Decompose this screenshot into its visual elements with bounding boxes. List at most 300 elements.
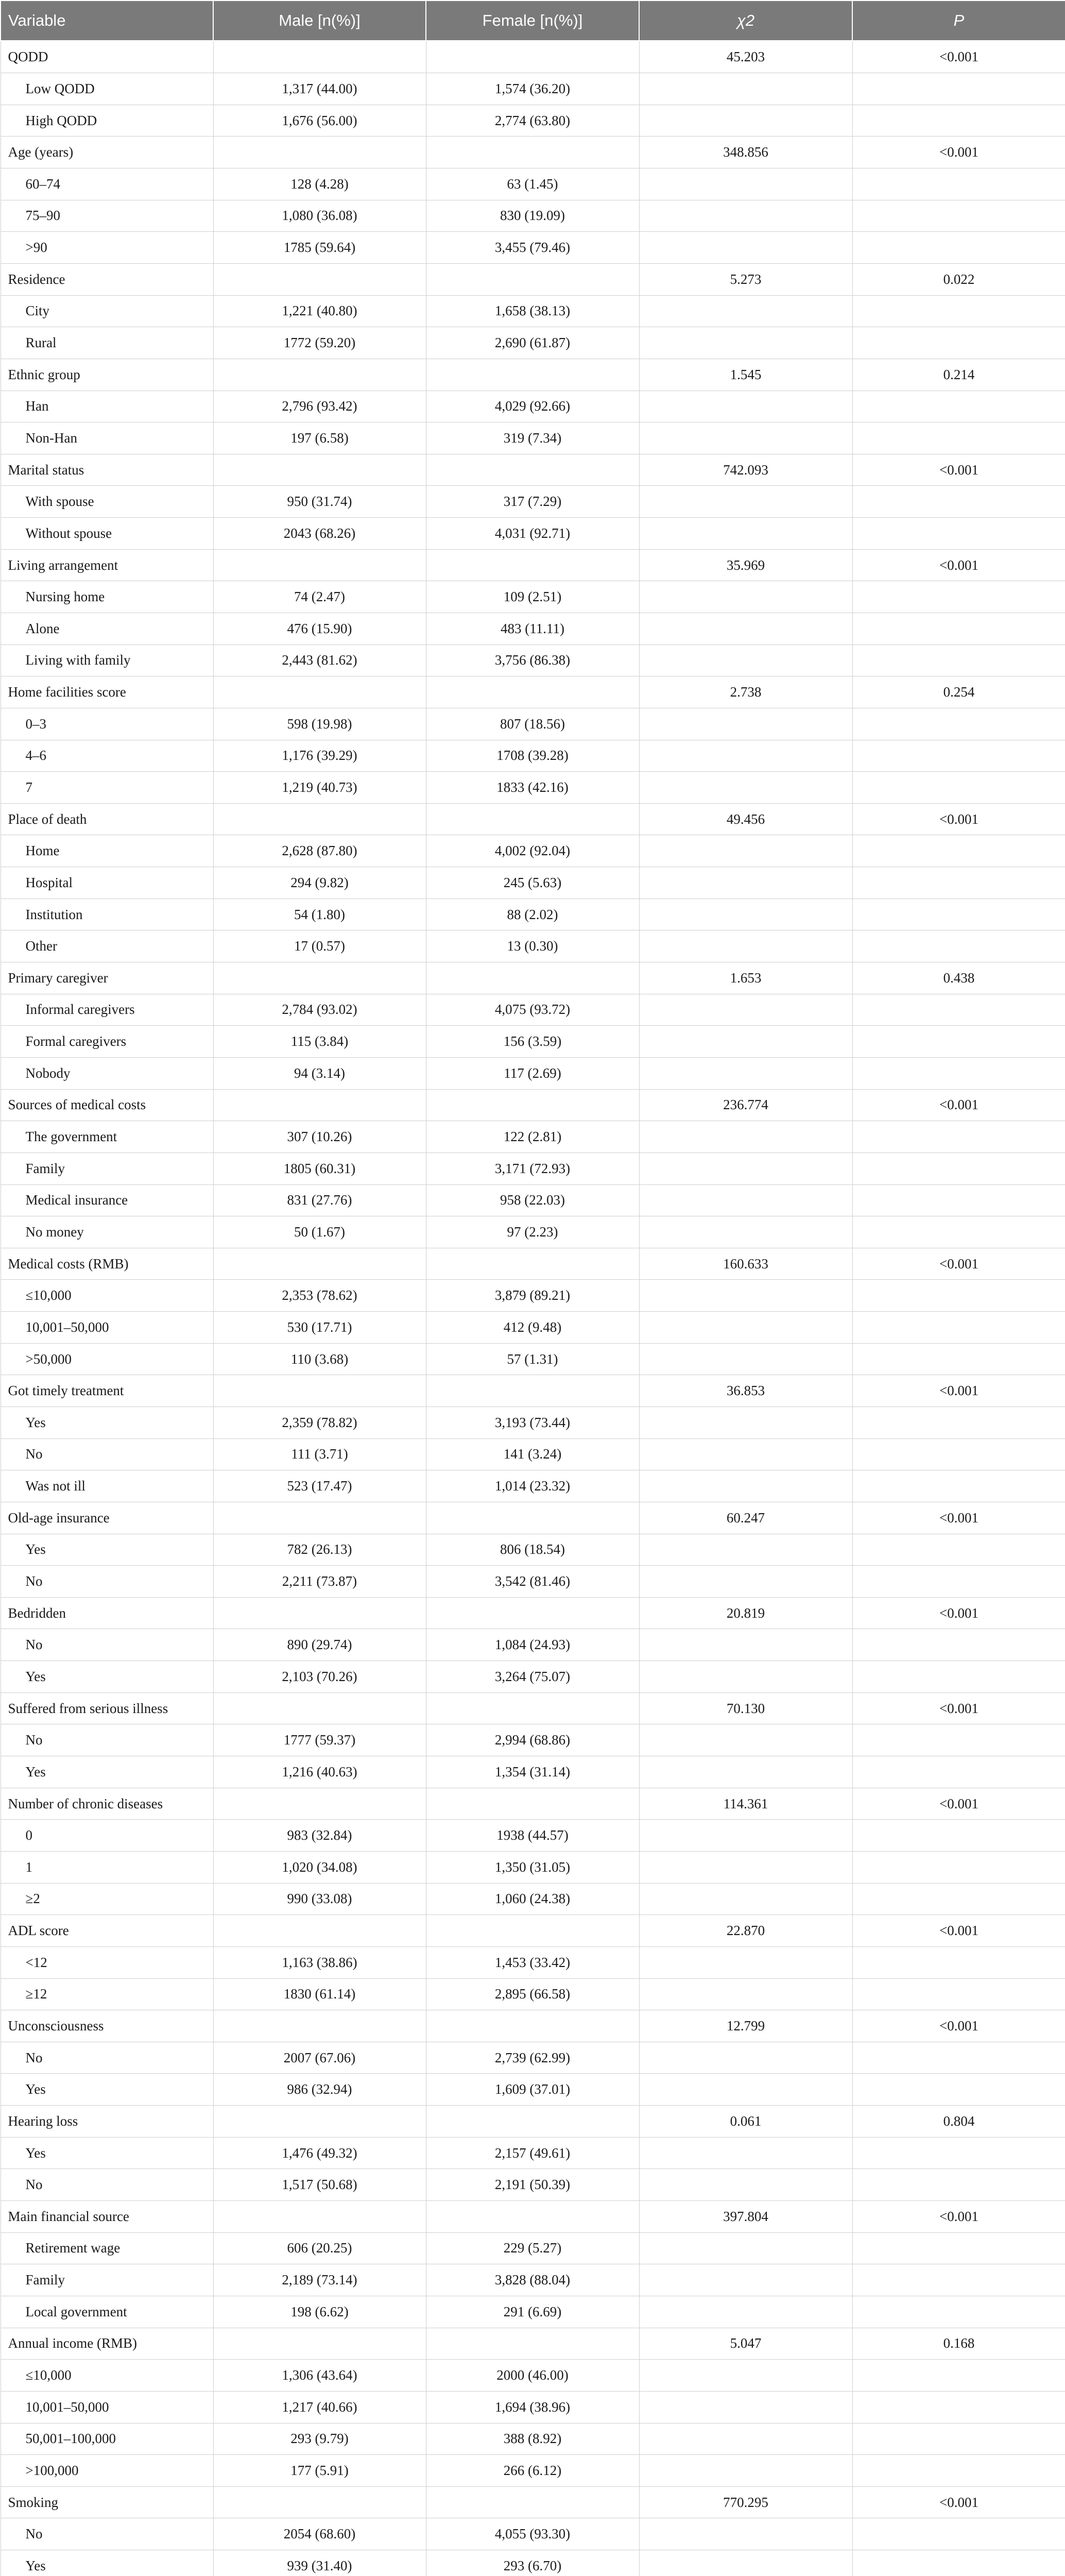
cell-chi-square: [639, 1343, 852, 1375]
cell-female: 122 (2.81): [426, 1121, 639, 1153]
cell-male: 1,306 (43.64): [213, 2360, 426, 2392]
cell-p-value: [852, 2296, 1065, 2328]
table-row-category: [1, 1756, 1065, 1788]
cell-female: 2,191 (50.39): [426, 2169, 639, 2201]
cell-female: 4,031 (92.71): [426, 518, 639, 550]
cell-female: 1,060 (24.38): [426, 1883, 639, 1915]
cell-p-value: <0.001: [852, 1502, 1065, 1534]
cell-chi-square: [639, 930, 852, 962]
cell-female: 2,994 (68.86): [426, 1724, 639, 1756]
cell-variable: ≤10,000: [1, 1280, 213, 1312]
cell-chi-square: 742.093: [639, 454, 852, 486]
cell-variable: Yes: [1, 1756, 213, 1788]
table-row-variable: [1, 41, 1065, 73]
table-row-variable: [1, 2328, 1065, 2360]
cell-male: 177 (5.91): [213, 2455, 426, 2487]
cell-variable: Main financial source: [1, 2201, 213, 2233]
cell-female: [426, 137, 639, 168]
cell-male: 1,080 (36.08): [213, 200, 426, 232]
table-row-variable: [1, 1597, 1065, 1629]
table-row-variable: [1, 2201, 1065, 2233]
table-row-category: [1, 930, 1065, 962]
cell-male: 111 (3.71): [213, 1438, 426, 1470]
cell-chi-square: [639, 73, 852, 105]
cell-female: 388 (8.92): [426, 2423, 639, 2455]
table-row-category: [1, 2042, 1065, 2074]
cell-variable: 10,001–50,000: [1, 2391, 213, 2423]
cell-male: [213, 2010, 426, 2042]
cell-chi-square: [639, 486, 852, 518]
cell-male: [213, 962, 426, 994]
cell-female: 4,002 (92.04): [426, 835, 639, 867]
table-row-category: [1, 2137, 1065, 2169]
cell-male: 2043 (68.26): [213, 518, 426, 550]
cell-variable: Hearing loss: [1, 2106, 213, 2138]
cell-male: [213, 803, 426, 835]
cell-chi-square: [639, 518, 852, 550]
table-row-category: [1, 2391, 1065, 2423]
cell-p-value: [852, 2360, 1065, 2392]
table-row-category: [1, 2264, 1065, 2296]
table-row-category: [1, 1534, 1065, 1566]
cell-female: 483 (11.11): [426, 613, 639, 645]
cell-p-value: [852, 1470, 1065, 1502]
cell-variable: City: [1, 295, 213, 327]
cell-p-value: [852, 2137, 1065, 2169]
cell-variable: Family: [1, 2264, 213, 2296]
table-row-category: [1, 1661, 1065, 1693]
cell-p-value: <0.001: [852, 2201, 1065, 2233]
cell-male: 606 (20.25): [213, 2232, 426, 2264]
cell-chi-square: [639, 2455, 852, 2487]
cell-male: [213, 2328, 426, 2360]
cell-p-value: [852, 105, 1065, 137]
cell-p-value: <0.001: [852, 1692, 1065, 1724]
cell-variable: 60–74: [1, 168, 213, 200]
cell-chi-square: 5.047: [639, 2328, 852, 2360]
cell-variable: Low QODD: [1, 73, 213, 105]
cell-chi-square: [639, 1184, 852, 1216]
cell-male: [213, 2106, 426, 2138]
cell-p-value: [852, 1566, 1065, 1598]
cell-male: 110 (3.68): [213, 1343, 426, 1375]
cell-chi-square: [639, 1946, 852, 1978]
cell-female: 1,453 (33.42): [426, 1946, 639, 1978]
table-row-variable: [1, 1248, 1065, 1280]
cell-female: 117 (2.69): [426, 1057, 639, 1089]
cell-variable: 7: [1, 772, 213, 804]
cell-p-value: [852, 645, 1065, 676]
cell-female: 2000 (46.00): [426, 2360, 639, 2392]
cell-male: 2,628 (87.80): [213, 835, 426, 867]
cell-female: 3,264 (75.07): [426, 1661, 639, 1693]
cell-variable: Rural: [1, 327, 213, 359]
cell-female: 2,690 (61.87): [426, 327, 639, 359]
cell-variable: Living arrangement: [1, 549, 213, 581]
cell-p-value: <0.001: [852, 2486, 1065, 2518]
cell-chi-square: 1.545: [639, 359, 852, 391]
cell-variable: Yes: [1, 1407, 213, 1439]
cell-chi-square: [639, 105, 852, 137]
cell-female: 13 (0.30): [426, 930, 639, 962]
cell-female: 63 (1.45): [426, 168, 639, 200]
table-row-category: [1, 1184, 1065, 1216]
cell-p-value: [852, 2169, 1065, 2201]
cell-variable: No: [1, 2042, 213, 2074]
cell-variable: Without spouse: [1, 518, 213, 550]
cell-variable: >100,000: [1, 2455, 213, 2487]
cell-male: 1,217 (40.66): [213, 2391, 426, 2423]
table-row-category: [1, 1153, 1065, 1184]
table-row-category: [1, 295, 1065, 327]
cell-male: 54 (1.80): [213, 899, 426, 930]
cell-variable: 4–6: [1, 740, 213, 772]
cell-female: [426, 1597, 639, 1629]
cell-male: 1777 (59.37): [213, 1724, 426, 1756]
cell-p-value: <0.001: [852, 549, 1065, 581]
cell-p-value: <0.001: [852, 41, 1065, 73]
cell-male: 2,189 (73.14): [213, 2264, 426, 2296]
cell-variable: Suffered from serious illness: [1, 1692, 213, 1724]
cell-male: 983 (32.84): [213, 1820, 426, 1852]
cell-female: [426, 1375, 639, 1407]
cell-female: 958 (22.03): [426, 1184, 639, 1216]
cell-female: 806 (18.54): [426, 1534, 639, 1566]
cell-female: 4,055 (93.30): [426, 2518, 639, 2550]
cell-variable: Local government: [1, 2296, 213, 2328]
cell-chi-square: 49.456: [639, 803, 852, 835]
cell-p-value: [852, 1026, 1065, 1058]
cell-male: 293 (9.79): [213, 2423, 426, 2455]
cell-chi-square: 20.819: [639, 1597, 852, 1629]
cell-male: 1,221 (40.80): [213, 295, 426, 327]
table-row-category: [1, 200, 1065, 232]
table-row-category: [1, 2169, 1065, 2201]
table-row-category: [1, 1946, 1065, 1978]
header-male: [213, 1, 426, 41]
cell-chi-square: [639, 1216, 852, 1248]
cell-female: 3,828 (88.04): [426, 2264, 639, 2296]
cell-female: 57 (1.31): [426, 1343, 639, 1375]
cell-male: 1785 (59.64): [213, 232, 426, 264]
cell-female: 291 (6.69): [426, 2296, 639, 2328]
cell-female: [426, 1915, 639, 1947]
cell-p-value: [852, 1153, 1065, 1184]
cell-variable: Unconsciousness: [1, 2010, 213, 2042]
cell-male: 2,784 (93.02): [213, 994, 426, 1026]
table-row-category: [1, 1312, 1065, 1344]
cell-p-value: 0.254: [852, 676, 1065, 708]
cell-chi-square: [639, 1566, 852, 1598]
cell-chi-square: 70.130: [639, 1692, 852, 1724]
cell-variable: >90: [1, 232, 213, 264]
cell-p-value: [852, 899, 1065, 930]
cell-female: 3,455 (79.46): [426, 232, 639, 264]
cell-male: 94 (3.14): [213, 1057, 426, 1089]
table-row-variable: [1, 962, 1065, 994]
cell-female: 229 (5.27): [426, 2232, 639, 2264]
cell-female: 2,157 (49.61): [426, 2137, 639, 2169]
cell-chi-square: [639, 1057, 852, 1089]
cell-female: 1,084 (24.93): [426, 1629, 639, 1661]
header-female: [426, 1, 639, 41]
table-row-category: [1, 232, 1065, 264]
cell-female: [426, 549, 639, 581]
cell-p-value: [852, 1629, 1065, 1661]
header-female-label: Female [n(%)]: [482, 11, 583, 29]
cell-variable: No: [1, 1724, 213, 1756]
cell-male: 74 (2.47): [213, 581, 426, 613]
cell-male: 986 (32.94): [213, 2074, 426, 2106]
cell-p-value: [852, 1661, 1065, 1693]
cell-p-value: [852, 613, 1065, 645]
cell-male: 1,020 (34.08): [213, 1851, 426, 1883]
cell-female: 4,075 (93.72): [426, 994, 639, 1026]
cell-variable: Got timely treatment: [1, 1375, 213, 1407]
table-row-variable: [1, 1788, 1065, 1820]
cell-male: 1,216 (40.63): [213, 1756, 426, 1788]
cell-p-value: [852, 2074, 1065, 2106]
cell-p-value: [852, 1946, 1065, 1978]
cell-variable: <12: [1, 1946, 213, 1978]
cell-variable: Ethnic group: [1, 359, 213, 391]
cell-variable: Nursing home: [1, 581, 213, 613]
cell-chi-square: [639, 1407, 852, 1439]
cell-variable: No: [1, 2169, 213, 2201]
cell-chi-square: [639, 1280, 852, 1312]
table-row-category: [1, 613, 1065, 645]
table-row-category: [1, 391, 1065, 422]
cell-variable: ≤10,000: [1, 2360, 213, 2392]
cell-female: 156 (3.59): [426, 1026, 639, 1058]
cell-variable: Retirement wage: [1, 2232, 213, 2264]
cell-p-value: <0.001: [852, 1375, 1065, 1407]
cell-male: [213, 2486, 426, 2518]
cell-female: [426, 676, 639, 708]
table-row-category: [1, 168, 1065, 200]
cell-female: [426, 1089, 639, 1121]
cell-chi-square: 236.774: [639, 1089, 852, 1121]
cell-p-value: [852, 391, 1065, 422]
cell-female: 2,774 (63.80): [426, 105, 639, 137]
cell-female: 1938 (44.57): [426, 1820, 639, 1852]
cell-female: 317 (7.29): [426, 486, 639, 518]
cell-chi-square: [639, 1438, 852, 1470]
table-row-category: [1, 2423, 1065, 2455]
cell-female: 1708 (39.28): [426, 740, 639, 772]
table-row-category: [1, 1724, 1065, 1756]
cell-female: 1,354 (31.14): [426, 1756, 639, 1788]
cell-variable: Family: [1, 1153, 213, 1184]
table-row-category: [1, 73, 1065, 105]
cell-variable: Sources of medical costs: [1, 1089, 213, 1121]
cell-p-value: [852, 73, 1065, 105]
table-row-category: [1, 740, 1065, 772]
table-header: [1, 1, 1065, 41]
cell-chi-square: [639, 1851, 852, 1883]
cell-variable: Institution: [1, 899, 213, 930]
cell-male: 1,517 (50.68): [213, 2169, 426, 2201]
cell-chi-square: 60.247: [639, 1502, 852, 1534]
table-row-category: [1, 1470, 1065, 1502]
header-male-label: Male [n(%)]: [279, 11, 360, 29]
cell-chi-square: [639, 1883, 852, 1915]
cell-female: [426, 1692, 639, 1724]
table-row-category: [1, 2074, 1065, 2106]
table-row-variable: [1, 454, 1065, 486]
cell-chi-square: [639, 2296, 852, 2328]
header-chi-square: [639, 1, 852, 41]
cell-female: [426, 263, 639, 295]
cell-male: [213, 454, 426, 486]
cell-variable: ≥12: [1, 1978, 213, 2010]
cell-female: 2,739 (62.99): [426, 2042, 639, 2074]
cell-variable: Smoking: [1, 2486, 213, 2518]
table-row-variable: [1, 263, 1065, 295]
cell-female: 2,895 (66.58): [426, 1978, 639, 2010]
cell-p-value: [852, 200, 1065, 232]
cell-female: 830 (19.09): [426, 200, 639, 232]
cell-variable: Age (years): [1, 137, 213, 168]
cell-variable: Primary caregiver: [1, 962, 213, 994]
cell-chi-square: 348.856: [639, 137, 852, 168]
cell-female: 3,756 (86.38): [426, 645, 639, 676]
cell-chi-square: [639, 581, 852, 613]
cell-male: 2,796 (93.42): [213, 391, 426, 422]
cell-female: 1,350 (31.05): [426, 1851, 639, 1883]
cell-p-value: [852, 168, 1065, 200]
cell-chi-square: 770.295: [639, 2486, 852, 2518]
cell-variable: 0: [1, 1820, 213, 1852]
cell-female: 3,879 (89.21): [426, 1280, 639, 1312]
cell-p-value: [852, 2518, 1065, 2550]
cell-variable: Formal caregivers: [1, 1026, 213, 1058]
cell-p-value: [852, 1057, 1065, 1089]
cell-chi-square: 397.804: [639, 2201, 852, 2233]
cell-chi-square: 5.273: [639, 263, 852, 295]
cell-p-value: <0.001: [852, 1915, 1065, 1947]
header-p-label: P: [953, 11, 965, 29]
cell-male: 939 (31.40): [213, 2550, 426, 2576]
cell-p-value: [852, 2042, 1065, 2074]
cell-male: 294 (9.82): [213, 867, 426, 899]
cell-p-value: <0.001: [852, 2010, 1065, 2042]
cell-male: 50 (1.67): [213, 1216, 426, 1248]
cell-p-value: [852, 772, 1065, 804]
cell-male: [213, 1089, 426, 1121]
cell-chi-square: 114.361: [639, 1788, 852, 1820]
cell-p-value: [852, 1121, 1065, 1153]
cell-chi-square: 45.203: [639, 41, 852, 73]
cell-variable: Yes: [1, 2074, 213, 2106]
table-row-variable: [1, 1502, 1065, 1534]
cell-p-value: [852, 581, 1065, 613]
cell-male: 2,443 (81.62): [213, 645, 426, 676]
cell-p-value: [852, 1343, 1065, 1375]
cell-p-value: [852, 1851, 1065, 1883]
cell-chi-square: [639, 2042, 852, 2074]
cell-male: 890 (29.74): [213, 1629, 426, 1661]
table-row-category: [1, 1851, 1065, 1883]
cell-male: 990 (33.08): [213, 1883, 426, 1915]
cell-p-value: [852, 1216, 1065, 1248]
header-row: [1, 1, 1065, 41]
cell-chi-square: [639, 2423, 852, 2455]
cell-p-value: [852, 1407, 1065, 1439]
cell-p-value: [852, 518, 1065, 550]
cell-p-value: [852, 295, 1065, 327]
cell-female: [426, 359, 639, 391]
cell-male: 831 (27.76): [213, 1184, 426, 1216]
table-row-category: [1, 2518, 1065, 2550]
cell-p-value: [852, 422, 1065, 454]
table-row-category: [1, 2232, 1065, 2264]
cell-female: 3,193 (73.44): [426, 1407, 639, 1439]
cell-male: [213, 676, 426, 708]
cell-male: 530 (17.71): [213, 1312, 426, 1344]
cell-male: 198 (6.62): [213, 2296, 426, 2328]
cell-female: [426, 1788, 639, 1820]
cell-male: 115 (3.84): [213, 1026, 426, 1058]
cell-p-value: <0.001: [852, 454, 1065, 486]
cell-variable: Medical insurance: [1, 1184, 213, 1216]
table-row-category: [1, 1978, 1065, 2010]
cell-p-value: [852, 1438, 1065, 1470]
cell-chi-square: [639, 1026, 852, 1058]
cell-variable: Place of death: [1, 803, 213, 835]
cell-male: 17 (0.57): [213, 930, 426, 962]
cell-male: 1,676 (56.00): [213, 105, 426, 137]
cell-male: [213, 1788, 426, 1820]
cell-chi-square: [639, 2360, 852, 2392]
cell-chi-square: [639, 2391, 852, 2423]
cell-variable: Residence: [1, 263, 213, 295]
cell-chi-square: [639, 613, 852, 645]
table-row-category: [1, 422, 1065, 454]
table-row-category: [1, 1121, 1065, 1153]
table-row-variable: [1, 1692, 1065, 1724]
header-variable: Variable: [1, 1, 213, 41]
cell-male: [213, 1375, 426, 1407]
cell-p-value: <0.001: [852, 1089, 1065, 1121]
cell-male: 197 (6.58): [213, 422, 426, 454]
cell-variable: No money: [1, 1216, 213, 1248]
table-row-category: [1, 1026, 1065, 1058]
cell-chi-square: [639, 867, 852, 899]
table-row-variable: [1, 2486, 1065, 2518]
cell-chi-square: [639, 2137, 852, 2169]
cell-p-value: [852, 2423, 1065, 2455]
table-row-category: [1, 105, 1065, 137]
cell-male: 1,219 (40.73): [213, 772, 426, 804]
cell-male: 1,176 (39.29): [213, 740, 426, 772]
table-row-category: [1, 994, 1065, 1026]
cell-p-value: [852, 867, 1065, 899]
cell-chi-square: [639, 327, 852, 359]
cell-female: 1,658 (38.13): [426, 295, 639, 327]
cell-male: 2054 (68.60): [213, 2518, 426, 2550]
cell-p-value: <0.001: [852, 1597, 1065, 1629]
header-p-value: [852, 1, 1065, 41]
table-row-category: [1, 1629, 1065, 1661]
table-row-variable: [1, 1915, 1065, 1947]
table-row-category: [1, 772, 1065, 804]
cell-chi-square: [639, 1312, 852, 1344]
cell-chi-square: 1.653: [639, 962, 852, 994]
cell-p-value: 0.438: [852, 962, 1065, 994]
cell-variable: Non-Han: [1, 422, 213, 454]
table-row-category: [1, 486, 1065, 518]
